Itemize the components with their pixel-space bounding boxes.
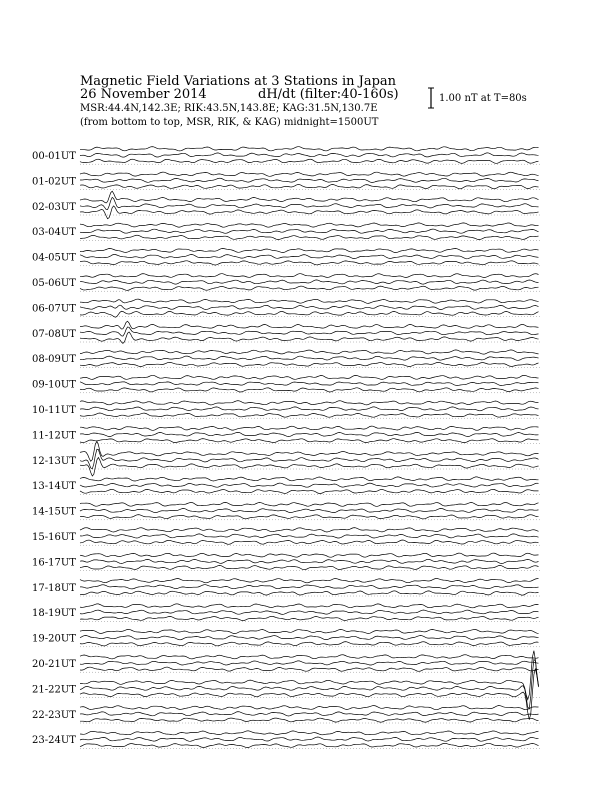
trace-rik-17-18UT: [80, 585, 539, 589]
hour-row-label: 07-08UT: [32, 328, 76, 340]
hour-row-label: 01-02UT: [32, 176, 76, 188]
hour-row-label: 05-06UT: [32, 278, 76, 289]
trace-kag-19-20UT: [80, 629, 539, 633]
trace-kag-18-19UT: [80, 604, 539, 608]
trace-rik-16-17UT: [80, 559, 539, 563]
station-coordinates: MSR:44.4N,142.3E; RIK:43.5N,143.8E; KAG:31.5N,130.7E: [80, 103, 378, 114]
trace-rik-20-21UT: [80, 661, 539, 665]
trace-kag-08-09UT: [80, 350, 539, 354]
trace-msr-13-14UT: [80, 489, 539, 493]
trace-msr-05-06UT: [80, 286, 539, 290]
trace-kag-05-06UT: [80, 274, 539, 278]
hour-row-label: 21-22UT: [32, 684, 76, 696]
trace-kag-11-12UT: [80, 426, 539, 430]
hour-row-label: 00-01UT: [32, 151, 76, 162]
trace-msr-11-12UT: [80, 439, 539, 443]
trace-kag-06-07UT: [80, 299, 539, 303]
station-order-note: (from bottom to top, MSR, RIK, & KAG) midnight=1500UT: [80, 117, 379, 128]
hour-row-label: 22-23UT: [32, 709, 76, 721]
trace-msr-08-09UT: [80, 362, 539, 366]
trace-kag-16-17UT: [80, 553, 539, 557]
trace-rik-09-10UT: [80, 382, 539, 386]
hour-row-label: 03-04UT: [32, 227, 76, 239]
hour-row-label: 12-13UT: [32, 455, 76, 467]
hour-row-label: 15-16UT: [32, 532, 76, 543]
filter-label: dH/dt (filter:40-160s): [258, 87, 399, 102]
trace-msr-19-20UT: [80, 642, 539, 646]
hour-row-label: 14-15UT: [32, 506, 76, 518]
trace-kag-14-15UT: [80, 502, 539, 506]
trace-rik-08-09UT: [80, 356, 539, 360]
trace-kag-17-18UT: [80, 579, 539, 583]
trace-rik-14-15UT: [80, 508, 539, 512]
trace-msr-18-19UT: [80, 616, 539, 620]
trace-rik-15-16UT: [80, 534, 539, 538]
trace-kag-09-10UT: [80, 375, 539, 379]
hour-row-label: 20-21UT: [32, 659, 76, 670]
hour-row-label: 13-14UT: [32, 481, 76, 493]
trace-msr-02-03UT: [80, 206, 539, 219]
trace-rik-12-13UT: [80, 449, 539, 469]
trace-msr-03-04UT: [80, 235, 539, 239]
trace-msr-23-24UT: [80, 743, 539, 747]
trace-kag-20-21UT: [80, 655, 539, 659]
hour-row-label: 17-18UT: [32, 582, 76, 594]
trace-kag-15-16UT: [80, 528, 539, 532]
hour-row-label: 08-09UT: [32, 354, 76, 366]
trace-msr-06-07UT: [80, 311, 539, 317]
trace-kag-04-05UT: [80, 248, 539, 252]
chart-title: Magnetic Field Variations at 3 Stations in Japan: [80, 74, 397, 89]
trace-rik-19-20UT: [80, 636, 539, 640]
trace-kag-07-08UT: [80, 321, 539, 329]
trace-kag-02-03UT: [80, 191, 539, 203]
scale-label: 1.00 nT at T=80s: [439, 93, 527, 104]
trace-kag-10-11UT: [80, 401, 539, 405]
hour-row-label: 06-07UT: [32, 303, 76, 315]
hour-row-label: 16-17UT: [32, 557, 76, 569]
hour-row-label: 19-20UT: [32, 633, 76, 645]
trace-msr-17-18UT: [80, 591, 539, 595]
trace-kag-03-04UT: [80, 223, 539, 227]
trace-rik-06-07UT: [80, 305, 539, 310]
trace-msr-15-16UT: [80, 540, 539, 544]
trace-rik-13-14UT: [80, 483, 539, 487]
trace-msr-01-02UT: [80, 185, 539, 189]
trace-msr-22-23UT: [80, 718, 539, 722]
trace-kag-13-14UT: [80, 477, 539, 481]
trace-rik-05-06UT: [80, 280, 539, 284]
trace-rik-23-24UT: [80, 737, 539, 741]
trace-msr-20-21UT: [80, 667, 539, 671]
trace-kag-22-23UT: [80, 706, 539, 710]
hour-row-label: 18-19UT: [32, 608, 76, 620]
trace-msr-21-22UT: [80, 668, 539, 719]
hour-row-label: 09-10UT: [32, 379, 76, 391]
hour-row-label: 10-11UT: [32, 405, 76, 416]
trace-rik-22-23UT: [80, 712, 539, 716]
trace-msr-00-01UT: [80, 159, 539, 163]
trace-rik-01-02UT: [80, 178, 539, 182]
chart-date: 26 November 2014: [80, 87, 207, 102]
trace-rik-10-11UT: [80, 407, 539, 411]
trace-kag-23-24UT: [80, 731, 539, 735]
trace-rik-00-01UT: [80, 153, 539, 157]
hour-row-label: 23-24UT: [32, 735, 76, 747]
hour-row-label: 02-03UT: [32, 201, 76, 213]
trace-msr-10-11UT: [80, 413, 539, 417]
trace-msr-09-10UT: [80, 388, 539, 392]
trace-rik-02-03UT: [80, 197, 539, 209]
trace-msr-14-15UT: [80, 515, 539, 519]
trace-kag-00-01UT: [80, 147, 539, 151]
trace-rik-21-22UT: [80, 659, 539, 708]
trace-msr-16-17UT: [80, 565, 539, 569]
trace-kag-12-13UT: [80, 441, 539, 461]
trace-kag-01-02UT: [80, 172, 539, 176]
trace-rik-18-19UT: [80, 610, 539, 614]
trace-msr-04-05UT: [80, 261, 539, 265]
hour-row-label: 04-05UT: [32, 252, 76, 264]
trace-rik-04-05UT: [80, 255, 539, 259]
hour-row-label: 11-12UT: [32, 430, 76, 442]
trace-rik-03-04UT: [80, 229, 539, 233]
trace-rik-11-12UT: [80, 432, 539, 436]
